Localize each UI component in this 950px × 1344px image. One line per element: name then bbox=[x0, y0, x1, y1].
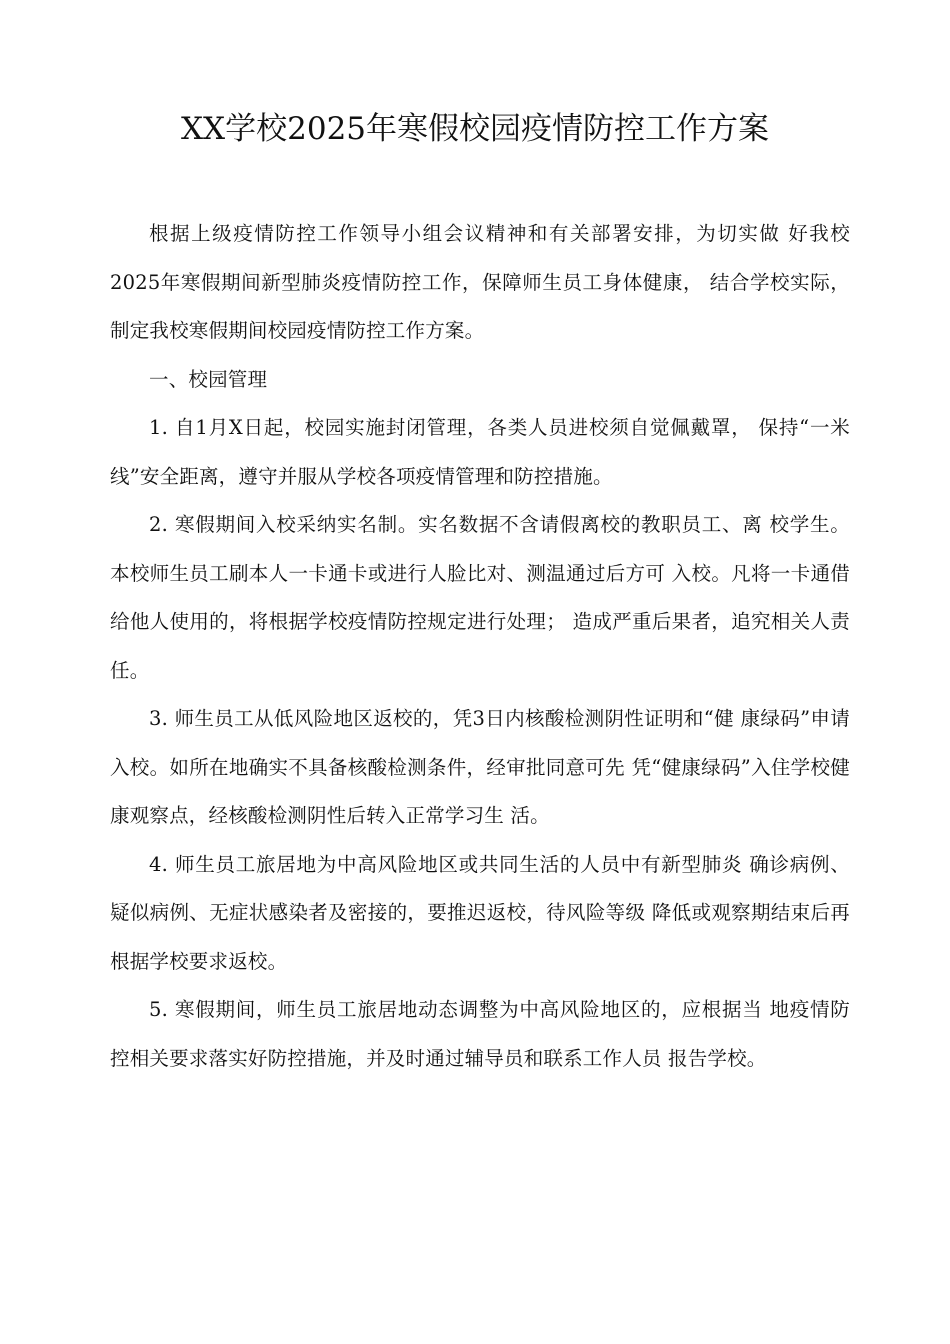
document-title: XX学校2025年寒假校园疫情防控工作方案 bbox=[180, 111, 770, 147]
item-paragraph-4: 4. 师生员工旅居地为中高风险地区或共同生活的人员中有新型肺炎 确诊病例、疑似病例、无症状感染者及密接的，要推迟返校，待风险等级 降低或观察期结束后再根据学校要求返校。 bbox=[110, 852, 850, 973]
intro-paragraph: 根据上级疫情防控工作领导小组会议精神和有关部署安排，为切实做 好我校2025年寒假期间新型肺炎疫情防控工作，保障师生员工身体健康， 结合学校实际，制定我校寒假期间校园疫情防控工作方案。 bbox=[110, 222, 850, 342]
item-paragraph-3: 3. 师生员工从低风险地区返校的，凭3日内核酸检测阴性证明和“健 康绿码”申请入校。如所在地确实不具备核酸检测条件，经审批同意可先 凭“健康绿码”入住学校健康观察点，经核酸检测阴性后转入正常学习生 活。 bbox=[110, 707, 850, 827]
item-paragraph-5: 5. 寒假期间，师生员工旅居地动态调整为中高风险地区的，应根据当 地疫情防控相关要求落实好防控措施，并及时通过辅导员和联系工作人员 报告学校。 bbox=[110, 998, 850, 1070]
document-body bbox=[110, 210, 850, 1083]
item-paragraph-2: 2. 寒假期间入校采纳实名制。实名数据不含请假离校的教职员工、离 校学生。本校师生员工刷本人一卡通卡或进行人脸比对、测温通过后方可 入校。凡将一卡通借给他人使用的，将根据学校疫情防控规定进行处理； 造成严重后果者，追究相关人责任。 bbox=[110, 513, 850, 682]
item-paragraph-1: 1. 自1月X日起，校园实施封闭管理，各类人员进校须自觉佩戴罩， 保持“一米线”安全距离，遵守并服从学校各项疫情管理和防控措施。 bbox=[110, 416, 850, 488]
section-heading-campus-management: 一、校园管理 bbox=[149, 367, 268, 391]
